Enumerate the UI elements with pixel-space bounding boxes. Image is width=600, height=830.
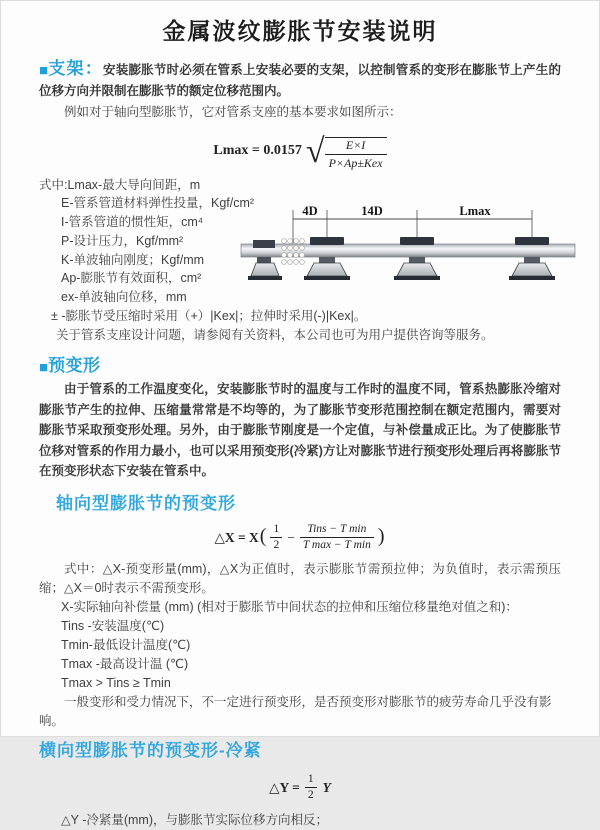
right-paren: ) bbox=[377, 525, 385, 548]
definitions-area bbox=[39, 176, 561, 308]
guide-support bbox=[394, 237, 440, 280]
axial-note-1: 式中：△X-预变形量(mm)，△X为正值时，表示膨胀节需预拉伸；为负值时，表示需预压缩；△X＝0时表示不需预变形。 bbox=[39, 561, 561, 595]
guide-support bbox=[304, 237, 350, 280]
minus-operator: − bbox=[287, 529, 295, 545]
predeform-section-heading bbox=[39, 351, 561, 376]
support-example-line: 例如对于轴向型膨胀节，它对管系支座的基本要求如图所示： bbox=[64, 105, 402, 119]
segment-label-4d: 4D bbox=[302, 203, 318, 218]
predeform-paragraph: 由于管系的工作温度变化，安装膨胀节时的温度与工作时的温度不同，管系热膨胀冷缩对膨胀节产生的拉伸、压缩量常常是不均等的，为了膨胀节变形范围控制在额定范围内，需要对膨胀节采取预变形处理。另外，由于膨胀节刚度是一个定值，与补偿量成正比。为了使膨胀节位移对管系的作用力最小，也可以采用预变形(冷紧)方让对膨胀节进行预变形处理后再将膨胀节在预变形状态下安装在管系中。 bbox=[39, 382, 561, 479]
definition-line: K-单波轴向刚度；Kgf/mm bbox=[61, 252, 205, 267]
definition-line: ex-单波轴向位移，mm bbox=[61, 290, 187, 305]
half-fraction bbox=[305, 772, 317, 803]
page-title: 金属波纹膨胀节安装说明 bbox=[162, 18, 438, 44]
definition-line: I-管系管道的惯性矩，cm⁴ bbox=[61, 215, 204, 230]
left-paren: ( bbox=[259, 525, 267, 548]
definition-line: E-管系管道材料弹性投量，Kgf/cm² bbox=[61, 196, 255, 211]
temperature-fraction bbox=[300, 522, 374, 553]
pipe-support-diagram bbox=[241, 204, 593, 296]
lmax-formula-numerator: E×I bbox=[325, 138, 387, 155]
half-fraction bbox=[270, 522, 282, 553]
lmax-formula-lhs: Lmax = 0.0157 bbox=[213, 142, 302, 158]
axial-notes bbox=[39, 560, 561, 731]
definition-line: 式中:Lmax-最大导向间距，m bbox=[39, 177, 201, 192]
section-marker-square: ■ bbox=[39, 62, 49, 79]
definition-line: Ap-膨胀节有效面积，cm² bbox=[61, 271, 202, 286]
plus-minus-note: ± -膨胀节受压缩时采用（+）|Kex|；拉伸时采用(-)|Kex|。 bbox=[51, 309, 367, 324]
axial-formula bbox=[39, 520, 561, 556]
sqrt-radical-icon: √ bbox=[305, 133, 325, 171]
axial-formula-lhs: △X = X bbox=[214, 529, 259, 545]
support-section-label: 支架： bbox=[48, 59, 103, 78]
axial-note-line: Tmax > Tins ≥ Tmin bbox=[61, 675, 171, 690]
half-numerator: 1 bbox=[305, 772, 317, 788]
half-denominator: 2 bbox=[307, 789, 314, 802]
lateral-formula bbox=[39, 771, 561, 805]
temp-numerator: Tins − T min bbox=[300, 522, 374, 538]
temp-denominator: T max − T min bbox=[302, 539, 371, 552]
predeform-section-label: 预变形 bbox=[48, 356, 101, 376]
segment-label-14d: 14D bbox=[361, 203, 383, 218]
segment-label-lmax: Lmax bbox=[459, 203, 491, 218]
axial-note-line: Tins -安装温度(℃) bbox=[61, 618, 165, 633]
lateral-note: △Y -冷紧量(mm)，与膨胀节实际位移方向相反； bbox=[61, 812, 329, 827]
axial-subheading: 轴向型膨胀节的预变形 bbox=[56, 493, 236, 513]
lmax-formula-fraction bbox=[325, 137, 387, 171]
lmax-formula-denominator: P×Ap±Kex bbox=[328, 155, 383, 170]
service-note: 关于管系支座设计问题，请参阅有关资料，本公司也可为用户提供咨询等服务。 bbox=[56, 328, 494, 343]
definition-line: P-设计压力，Kgf/mm² bbox=[61, 233, 184, 248]
lateral-subheading: 横向型膨胀节的预变形-冷紧 bbox=[39, 740, 262, 760]
support-section-intro bbox=[39, 58, 561, 102]
lateral-formula-lhs: △Y = bbox=[269, 779, 300, 795]
guide-support bbox=[509, 237, 555, 280]
axial-note-line: Tmax -最高设计温 (℃) bbox=[61, 656, 189, 671]
lateral-formula-rhs: Y bbox=[322, 779, 331, 795]
lmax-formula bbox=[39, 131, 561, 171]
axial-note-line: X-实际轴向补偿量 (mm) (相对于膨胀节中间状态的拉伸和压缩位移量绝对值之和)： bbox=[61, 599, 518, 614]
axial-note-line: Tmin-最低设计温度(℃) bbox=[61, 637, 191, 652]
axial-closing-note: 一般变形和受力情况下，不一定进行预变形，是否预变形对膨胀节的疲劳寿命几乎没有影响。 bbox=[39, 694, 552, 728]
section-marker-square: ■ bbox=[39, 359, 49, 377]
half-denominator: 2 bbox=[273, 539, 280, 552]
support-intro-text: 安装膨胀节时必须在管系上安装必要的支架，以控制管系的变形在膨胀节上产生的位移方向并限制在膨胀节的额定位移范围内。 bbox=[39, 63, 561, 98]
half-numerator: 1 bbox=[270, 522, 282, 538]
